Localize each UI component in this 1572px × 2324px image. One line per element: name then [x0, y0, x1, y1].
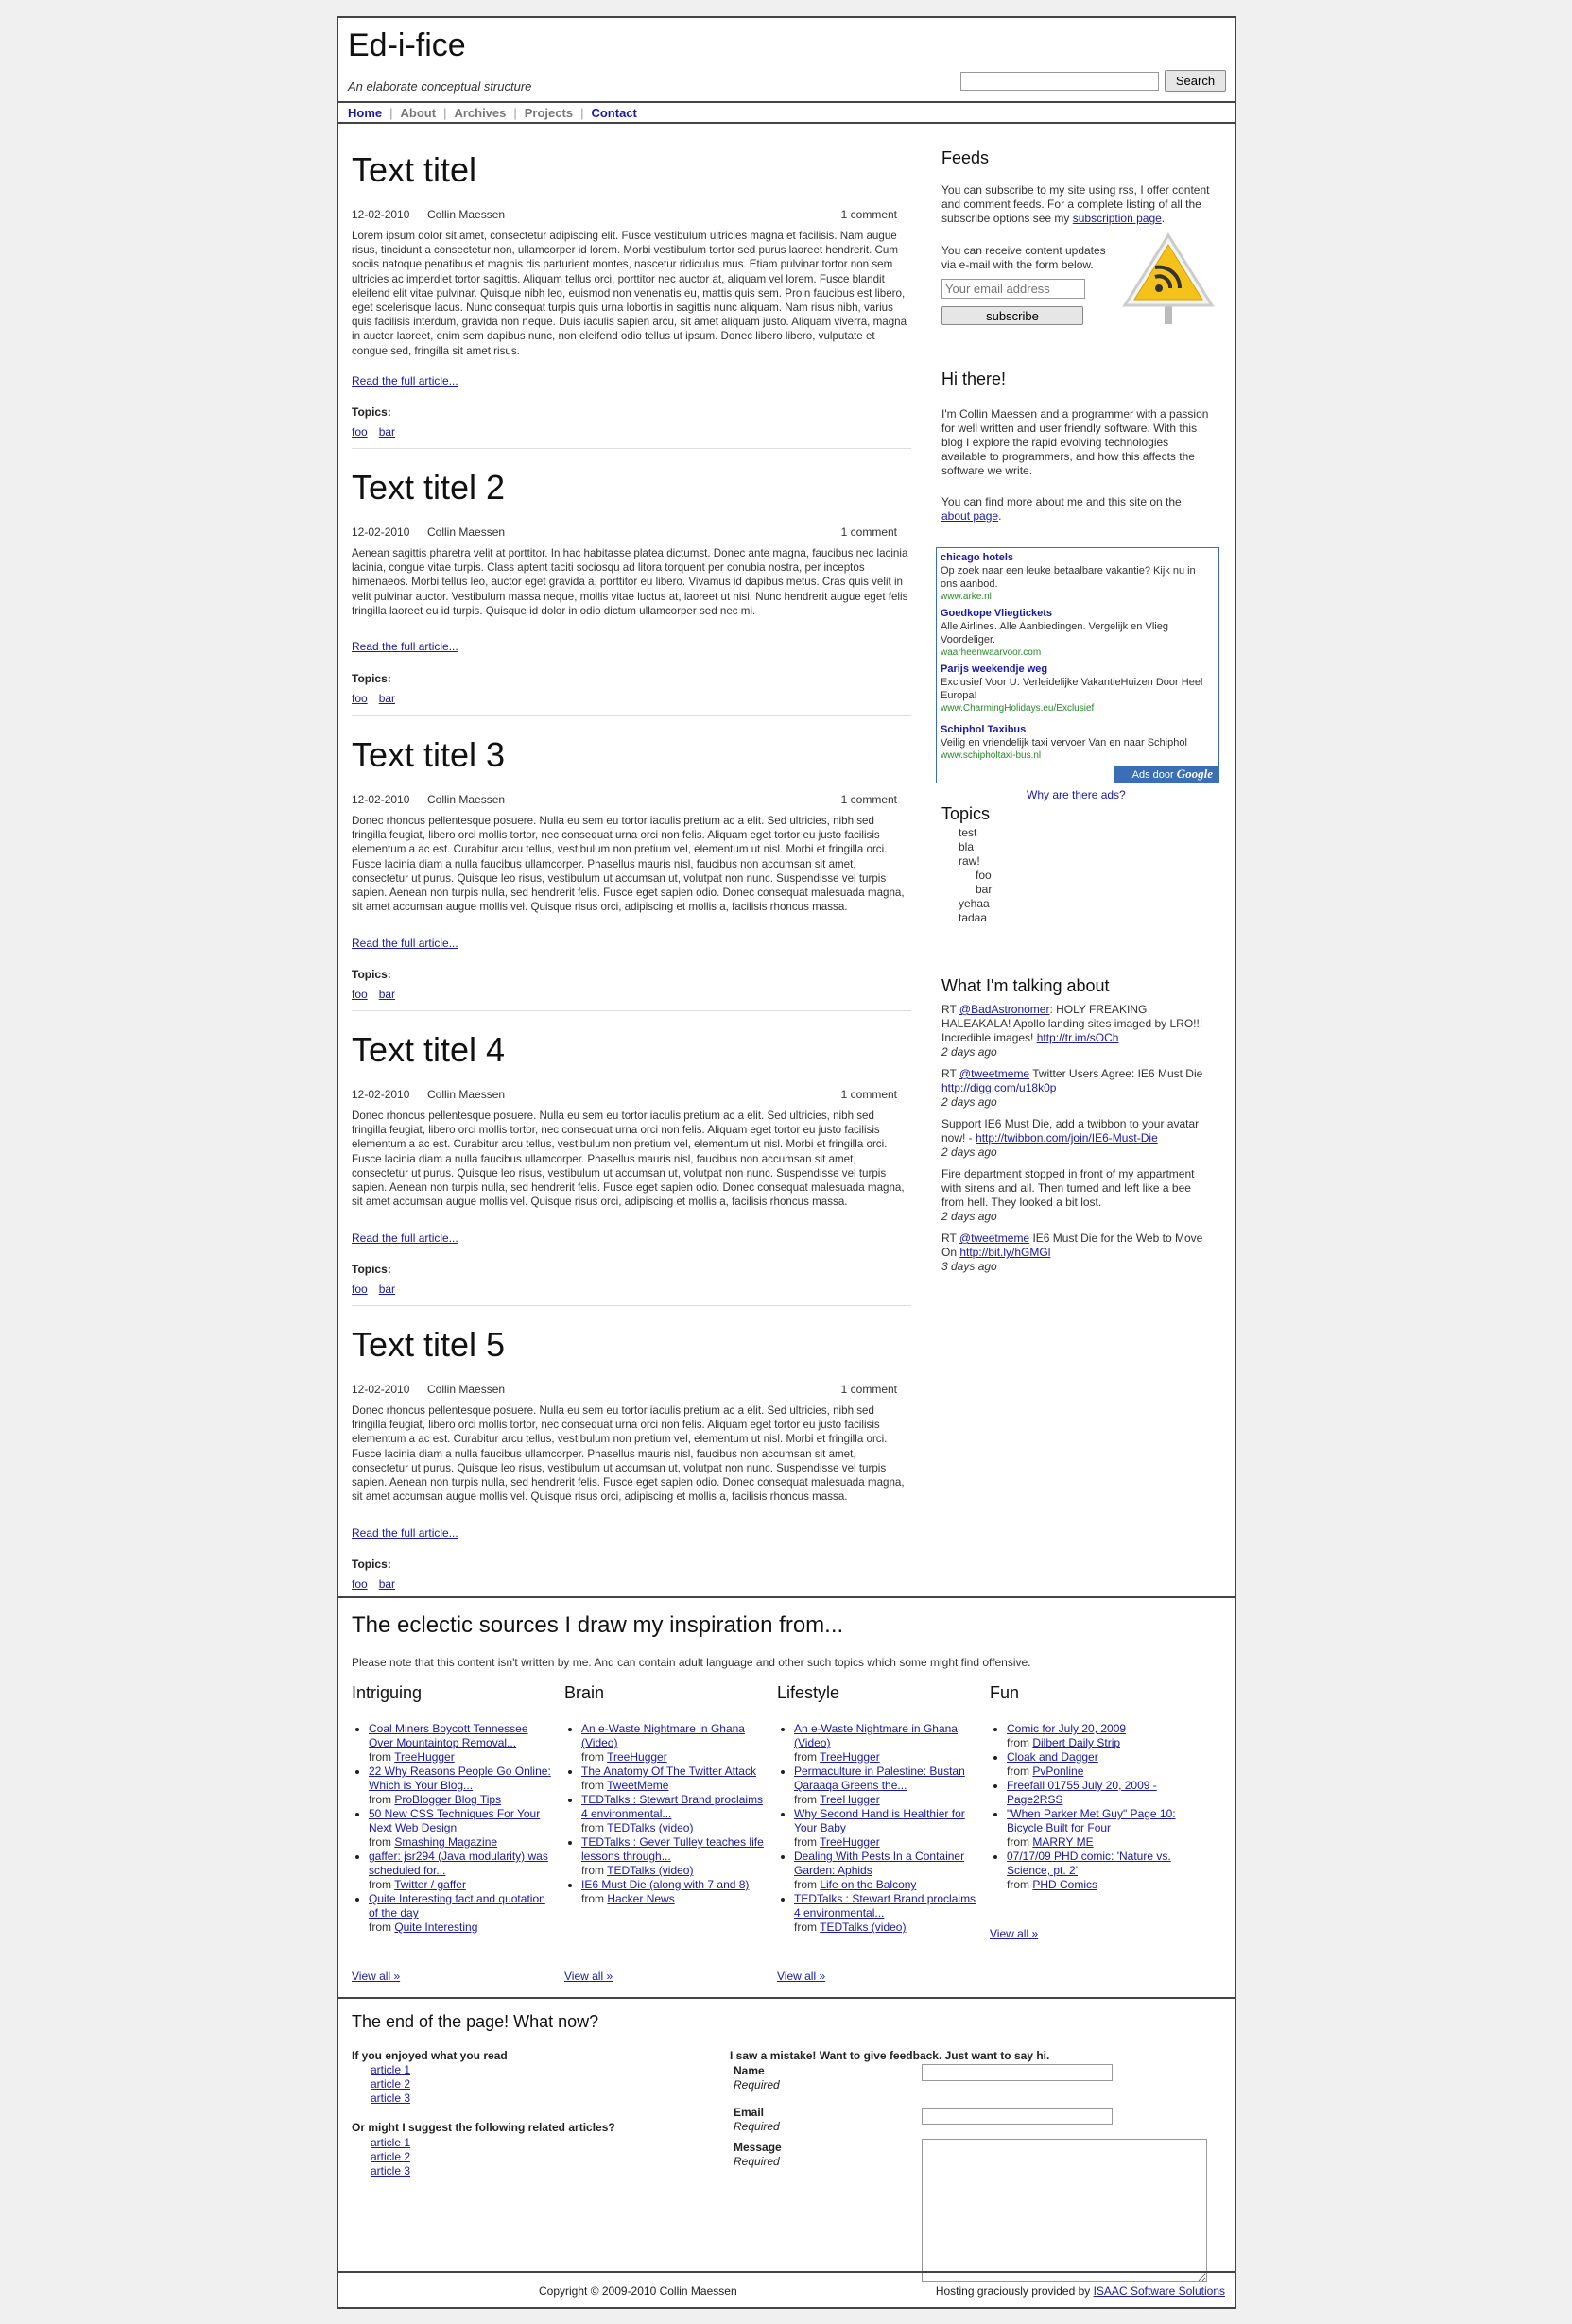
tweet-url-link[interactable]: http://bit.ly/hGMGl — [959, 1246, 1051, 1259]
tweet-url-link[interactable]: http://digg.com/u18k0p — [941, 1081, 1057, 1094]
post-body: Donec rhoncus pellentesque posuere. Nulla eu sem eu tortor iaculis pretium ac a elit. Sed ultricies, nibh sed fringilla feugiat, libero orci mollis tortor, nec consequat urna orci non felis. Aliquam eget tortor eu justo facilisis elementum a ac est. Curabitur arcu tellus, vestibulum non pretium vel, elementum ut nisl. Morbi et fringilla orci. Fusce lacinia diam a nulla faucibus ullamcorper. Phasellus mauris nisl, faucibus non accumsan sit amet, consectetur ut purus. Quisque leo risus, vestibulum ut accumsan ut, volutpat non nunc. Suspendisse vel turpis sapien. Aenean non turpis nulla, sed hendrerit felis. Fusce eget sapien odio. Donec consequat malesuada magna, sit amet accumsan augue mollis vel. Quisque risus orci, adipiscing et mollis a, facilisis rhoncus massa. — [352, 1404, 905, 1504]
tweet-time: 3 days ago — [941, 1260, 997, 1273]
feed-item — [794, 1892, 980, 1935]
header — [338, 18, 1235, 103]
feed-source-link[interactable]: TreeHugger — [820, 1793, 880, 1806]
column-title: Fun — [990, 1683, 1020, 1702]
from-label: from — [581, 1821, 608, 1834]
feed-item-link[interactable]: Permaculture in Palestine: Bustan Qaraaqa Greens the... — [794, 1765, 965, 1792]
tweet-user-link[interactable]: @tweetmeme — [959, 1231, 1030, 1245]
tweet — [941, 1117, 1216, 1160]
site-title[interactable]: Ed-i-fice — [348, 27, 466, 63]
feed-source-link[interactable]: Hacker News — [607, 1892, 675, 1905]
feeds-title: Feeds — [941, 148, 990, 167]
feed-item-link[interactable]: Why Second Hand is Healthier for Your Baby — [794, 1807, 965, 1834]
ad-url[interactable]: www.arke.nl — [941, 592, 992, 602]
post — [352, 449, 911, 716]
feed-item — [369, 1850, 555, 1892]
from-label: from — [1007, 1878, 1033, 1891]
from-label: from — [794, 1750, 821, 1764]
read-more-link[interactable]: Read the full article... — [352, 1526, 458, 1540]
post-date: 12-02-2010 — [352, 793, 410, 806]
feed-item — [581, 1765, 768, 1793]
subscription-page-link[interactable]: subscription page — [1072, 212, 1162, 225]
feed-item-link[interactable]: Coal Miners Boycott Tennessee Over Mountaintop Removal... — [369, 1722, 528, 1749]
feed-item — [1007, 1850, 1193, 1892]
search-input[interactable] — [960, 72, 1159, 91]
article-link[interactable]: article 2 — [371, 2077, 411, 2091]
inspiration-column — [777, 1683, 980, 1935]
nav-separator: | — [389, 106, 393, 120]
email-required: Required — [734, 2120, 780, 2133]
main-nav — [338, 105, 1235, 124]
post-body: Aenean sagittis pharetra velit at porttitor. In hac habitasse platea dictumst. Donec ante magna, faucibus nec lacinia lacinia, congue vitae turpis. Class aptent taciti sociosqu ad litora torquent per conubia nostra, per inceptos himenaeos. Morbi tellus leo, auctor eget gravida a, porttitor eu libero. Vivamus id dapibus metus. Cras quis velit in velit pulvinar auctor. Vestibulum massa neque, mollis vitae luctus at, laoreet ut nisi. Nunc hendrerit augue eget felis fringilla laoreet eu id turpis. Quisque id dolor in odio dictum ullamcorper sed nec mi. — [352, 547, 908, 617]
post-topics-label: Topics: — [352, 672, 391, 685]
post-title[interactable]: Text titel — [352, 150, 477, 189]
feed-item-link[interactable]: gaffer: jsr294 (Java modularity) was scheduled for... — [369, 1850, 548, 1877]
from-label: from — [794, 1835, 821, 1849]
ad-url[interactable]: www.CharmingHolidays.eu/Exclusief — [941, 703, 1095, 714]
tweet-time: 2 days ago — [941, 1045, 997, 1059]
about-text-end: . — [998, 509, 1002, 523]
post-comments[interactable]: 1 comment — [840, 793, 897, 806]
feed-source-link[interactable]: TreeHugger — [607, 1750, 667, 1764]
posts-column — [352, 131, 911, 1599]
nav-archives[interactable]: Archives — [454, 106, 507, 120]
message-field[interactable] — [922, 2139, 1207, 2282]
ads-by-google[interactable] — [1114, 766, 1218, 783]
post-comments[interactable]: 1 comment — [840, 208, 897, 221]
ad-text: Alle Airlines. Alle Aanbiedingen. Vergelijk en Vlieg Voordeliger. — [941, 621, 1168, 646]
about-text-main: You can find more about me and this site on the — [941, 495, 1182, 508]
enjoyed-label: If you enjoyed what you read — [352, 2049, 508, 2062]
from-label: from — [581, 1750, 608, 1764]
footer — [338, 2271, 1235, 2307]
from-label: from — [369, 1920, 395, 1934]
feed-source-link[interactable]: Quite Interesting — [394, 1920, 478, 1934]
feeds-text-main: You can subscribe to my site using rss, I offer content and comment feeds. For a complete listing of all the subscribe options see my — [941, 183, 1210, 225]
topic-link-bar[interactable]: bar — [378, 425, 396, 439]
from-label: from — [581, 1864, 608, 1877]
post-author: Collin Maessen — [427, 208, 506, 221]
feed-item — [581, 1793, 768, 1835]
topic-item[interactable]: raw! — [959, 854, 980, 868]
from-label: from — [369, 1750, 395, 1764]
feed-source-link[interactable]: TweetMeme — [607, 1779, 669, 1792]
feed-item — [794, 1807, 980, 1850]
tweet-text: Twitter Users Agree: IE6 Must Die — [1029, 1067, 1203, 1080]
hosting-link[interactable]: ISAAC Software Solutions — [1093, 2284, 1225, 2298]
post-topics — [352, 425, 406, 439]
view-all-link[interactable]: View all » — [564, 1970, 613, 1983]
feed-source-link[interactable]: TreeHugger — [820, 1835, 880, 1849]
feeds-text-end: . — [1161, 212, 1166, 225]
ad-url[interactable]: waarheenwaarvoor.com — [941, 647, 1042, 658]
nav-projects[interactable]: Projects — [524, 106, 574, 120]
from-label: from — [794, 1920, 821, 1934]
post-body: Donec rhoncus pellentesque posuere. Nulla eu sem eu tortor iaculis pretium ac a elit. Sed ultricies, nibh sed fringilla feugiat, libero orci mollis tortor, nec consequat urna orci non felis. Aliquam eget tortor eu justo facilisis elementum a ac est. Curabitur arcu tellus, vestibulum non pretium vel, elementum ut nisl. Morbi et fringilla orci. Fusce lacinia diam a nulla faucibus ullamcorper. Phasellus mauris nisl, faucibus non accumsan sit amet, consectetur ut purus. Quisque leo risus, vestibulum ut accumsan ut, volutpat non nunc. Suspendisse vel turpis sapien. Aenean non turpis nulla, sed hendrerit felis. Fusce eget sapien odio. Donec consequat malesuada magna, sit amet accumsan augue mollis vel. Quisque risus orci, adipiscing et mollis a, facilisis rhoncus massa. — [352, 815, 905, 914]
tweet — [941, 1231, 1216, 1274]
feed-item-link[interactable]: TEDTalks : Stewart Brand proclaims 4 environmental... — [794, 1892, 976, 1919]
ad-text: Exclusief Voor U. Verleidelijke VakantieHuizen Door Heel Europa! — [941, 677, 1203, 701]
nav-separator: | — [513, 106, 517, 120]
feed-item-link[interactable]: 50 New CSS Techniques For Your Next Web Design — [369, 1807, 541, 1834]
post-date: 12-02-2010 — [352, 1383, 410, 1396]
site-tagline: An elaborate conceptual structure — [348, 79, 532, 94]
post-author: Collin Maessen — [427, 1088, 506, 1101]
feed-item-link[interactable]: Quite Interesting fact and quotation of the day — [369, 1892, 545, 1919]
article-link[interactable]: article 1 — [371, 2063, 411, 2076]
feed-source-link[interactable]: Life on the Balcony — [820, 1878, 917, 1891]
tweets-list — [941, 1003, 1216, 1282]
feed-list — [352, 1722, 555, 1935]
post-title[interactable]: Text titel 3 — [352, 735, 506, 774]
hi-title: Hi there! — [941, 370, 1007, 388]
feed-item — [369, 1722, 555, 1765]
search-button[interactable]: Search — [1165, 70, 1226, 92]
post-topics-label: Topics: — [352, 968, 391, 981]
feed-item — [1007, 1722, 1193, 1750]
ad-item[interactable] — [941, 723, 1215, 763]
end-title: The end of the page! What now? — [352, 2012, 599, 2031]
about-text — [941, 495, 1211, 524]
ad-item[interactable] — [941, 607, 1215, 660]
nav-home[interactable]: Home — [348, 106, 383, 120]
tweet-user-link[interactable]: @tweetmeme — [959, 1067, 1030, 1080]
feed-source-link[interactable]: Smashing Magazine — [394, 1835, 498, 1849]
hosting-label: Hosting graciously provided by — [935, 2284, 1094, 2298]
feed-item — [581, 1878, 768, 1906]
page-container — [337, 16, 1236, 2309]
subscribe-button[interactable]: subscribe — [941, 306, 1083, 325]
feed-item-link[interactable]: Comic for July 20, 2009 — [1007, 1722, 1127, 1735]
inspiration-section — [338, 1596, 1235, 1997]
topic-item[interactable]: bar — [976, 883, 993, 896]
post-date: 12-02-2010 — [352, 1088, 410, 1101]
post-title[interactable]: Text titel 4 — [352, 1030, 506, 1069]
from-label: from — [1007, 1835, 1033, 1849]
from-label: from — [581, 1892, 608, 1905]
email-field[interactable] — [922, 2108, 1113, 2125]
topic-item[interactable]: yehaa — [959, 897, 990, 910]
post-comments[interactable]: 1 comment — [840, 1383, 897, 1396]
tweet-text: Fire department stopped in front of my appartment with sirens and all. Then turned and left like a bee from hell. They looked a bit lost. — [941, 1167, 1195, 1209]
topic-link-bar[interactable]: bar — [378, 1577, 396, 1591]
post-comments[interactable]: 1 comment — [840, 1088, 897, 1101]
article-link[interactable]: article 3 — [371, 2092, 411, 2105]
read-more-link[interactable]: Read the full article... — [352, 374, 458, 387]
post — [352, 1011, 911, 1306]
ad-url[interactable]: www.schipholtaxi-bus.nl — [941, 750, 1042, 761]
tweet-text: : HOLY FREAKING HALEAKALA! Apollo landing sites imaged by LRO!!! Incredible images! — [941, 1003, 1203, 1044]
topic-link-bar[interactable]: bar — [378, 988, 396, 1001]
feed-item — [1007, 1779, 1193, 1807]
column-title: Lifestyle — [777, 1683, 840, 1702]
feed-source-link[interactable]: TEDTalks (video) — [607, 1864, 694, 1877]
column-title: Brain — [564, 1683, 605, 1702]
ad-text: Veilig en vriendelijk taxi vervoer Van en naar Schiphol — [941, 737, 1187, 749]
topic-link-foo[interactable]: foo — [352, 1577, 368, 1591]
tweet-text: RT — [941, 1067, 959, 1080]
from-label: from — [794, 1878, 821, 1891]
feed-item-link[interactable]: 07/17/09 PHD comic: 'Nature vs. Science, pt. 2' — [1007, 1850, 1171, 1877]
post-body: Lorem ipsum dolor sit amet, consectetur adipiscing elit. Fusce vestibulum ultricies magna et facilisis. Nam augue risus, tincidunt a consectetur non, ullamcorper id lorem. Morbi vestibulum tortor sed purus laoreet hendrerit. Cum sociis natoque penatibus et magnis dis parturient montes, nascetur ridiculus mus. Etiam pulvinar tortor non sem ultricies ac imperdiet tortor sagittis. Aliquam tellus orci, porttitor nec auctor at, aliquam vel lorem. Fusce blandit eleifend elit vitae pulvinar. Quisque nibh leo, euismod non venenatis eu, mattis quis sem. Proin faucibus est libero, eget scelerisque lacus. Nunc consequat turpis quis urna lobortis in sagittis nunc aliquam. Nam risus nibh, varius quis facilisis interdum, gravida non neque. Duis iaculis sapien arcu, sit amet aliquam justo. Aliquam viverra, magna in auctor laoreet, enim sem dapibus nunc, non eleifend odio tellus ut ipsum. Donec libero libero, vulputate et congue sed, fringilla sit amet risus. — [352, 230, 907, 357]
feed-source-link[interactable]: TEDTalks (video) — [820, 1920, 907, 1934]
feed-list — [990, 1722, 1193, 1892]
post-title[interactable]: Text titel 2 — [352, 468, 506, 507]
view-all-link[interactable]: View all » — [990, 1927, 1039, 1940]
feed-source-link[interactable]: TreeHugger — [820, 1750, 880, 1764]
topic-link-bar[interactable]: bar — [378, 692, 396, 705]
feed-item-link[interactable]: Cloak and Dagger — [1007, 1750, 1098, 1764]
ad-title[interactable]: chicago hotels — [941, 552, 1014, 563]
feed-item — [794, 1765, 980, 1807]
email-updates-text: You can receive content updates via e-mail with the form below. — [941, 244, 1106, 271]
feed-source-link[interactable]: PvPonline — [1032, 1765, 1084, 1778]
post-date: 12-02-2010 — [352, 208, 410, 221]
talking-title: What I'm talking about — [941, 976, 1110, 995]
copyright-text: Copyright © 2009-2010 Collin Maessen — [539, 2284, 737, 2298]
topic-item[interactable]: test — [959, 826, 977, 839]
feed-item — [581, 1835, 768, 1878]
topic-link-foo[interactable]: foo — [352, 1283, 368, 1296]
post-body: Donec rhoncus pellentesque posuere. Nulla eu sem eu tortor iaculis pretium ac a elit. Sed ultricies, nibh sed fringilla feugiat, libero orci mollis tortor, nec consequat urna orci non felis. Aliquam eget tortor eu justo facilisis elementum a ac est. Curabitur arcu tellus, vestibulum non pretium vel, elementum ut nisl. Morbi et fringilla orci. Fusce lacinia diam a nulla faucibus ullamcorper. Phasellus mauris nisl, faucibus non accumsan sit amet, consectetur ut purus. Quisque leo risus, vestibulum ut accumsan ut, volutpat non nunc. Suspendisse vel turpis sapien. Aenean non turpis nulla, sed hendrerit felis. Fusce eget sapien odio. Donec consequat malesuada magna, sit amet accumsan augue mollis vel. Quisque risus orci, adipiscing et mollis a, facilisis rhoncus massa. — [352, 1110, 905, 1209]
ad-title[interactable]: Schiphol Taxibus — [941, 724, 1027, 735]
post-topics-label: Topics: — [352, 1558, 391, 1571]
feed-item — [1007, 1807, 1193, 1850]
tweet-url-link[interactable]: http://twibbon.com/join/IE6-Must-Die — [976, 1131, 1158, 1145]
post — [352, 716, 911, 1011]
feedback-label: I saw a mistake! Want to give feedback. Just want to say hi. — [730, 2049, 1050, 2062]
feed-item-link[interactable]: TEDTalks : Gever Tulley teaches life lessons through... — [581, 1835, 764, 1863]
feed-source-link[interactable]: MARRY ME — [1032, 1835, 1094, 1849]
post — [352, 131, 911, 449]
post-author: Collin Maessen — [427, 793, 506, 806]
name-label: Name — [734, 2064, 765, 2077]
feeds-text — [941, 183, 1216, 226]
feed-item — [369, 1807, 555, 1850]
inspiration-column — [990, 1683, 1193, 1892]
related-label: Or might I suggest the following related articles? — [352, 2121, 615, 2134]
email-subscribe-input[interactable] — [941, 279, 1085, 299]
inspiration-note: Please note that this content isn't written by me. And can contain adult language and other such topics which some might find offensive. — [352, 1656, 1031, 1669]
ads-box — [936, 547, 1219, 783]
feed-item-link[interactable]: Freefall 01755 July 20, 2009 - Page2RSS — [1007, 1779, 1157, 1806]
topic-link-foo[interactable]: foo — [352, 692, 368, 705]
post-topics-label: Topics: — [352, 1263, 391, 1276]
ad-title[interactable]: Parijs weekendje weg — [941, 663, 1048, 675]
ad-text: Op zoek naar een leuke betaalbare vakantie? Kijk nu in ons aanbod. — [941, 565, 1196, 590]
feed-item — [794, 1850, 980, 1892]
read-more-link[interactable]: Read the full article... — [352, 640, 458, 653]
feed-item-link[interactable]: An e-Waste Nightmare in Ghana (Video) — [794, 1722, 958, 1749]
topic-item[interactable]: foo — [976, 869, 992, 882]
from-label: from — [1007, 1765, 1033, 1778]
tweet-text: IE6 Must Die for the Web to Move On — [941, 1231, 1203, 1259]
end-section — [338, 1997, 1235, 2294]
feed-item-link[interactable]: "When Parker Met Guy" Page 10: Bicycle Built for Four — [1007, 1807, 1176, 1834]
article-link[interactable]: article 1 — [371, 2136, 411, 2149]
ad-item[interactable] — [941, 551, 1215, 604]
post-title[interactable]: Text titel 5 — [352, 1325, 506, 1364]
nav-separator: | — [443, 106, 447, 120]
tweet — [941, 1003, 1216, 1059]
name-field[interactable] — [922, 2064, 1113, 2081]
feed-item — [369, 1892, 555, 1935]
google-logo: Google — [1176, 766, 1213, 781]
feed-item — [794, 1722, 980, 1765]
feed-source-link[interactable]: PHD Comics — [1032, 1878, 1098, 1891]
why-ads-link[interactable]: Why are there ads? — [1027, 788, 1126, 801]
ads-footer-prefix: Ads door — [1131, 769, 1174, 781]
feed-item-link[interactable]: 22 Why Reasons People Go Online: Which is Your Blog... — [369, 1765, 551, 1792]
read-more-link[interactable]: Read the full article... — [352, 1231, 458, 1245]
tweet-text: RT — [941, 1231, 959, 1245]
post-topics — [352, 988, 406, 1001]
topic-link-foo[interactable]: foo — [352, 988, 368, 1001]
feed-source-link[interactable]: Twitter / gaffer — [394, 1878, 466, 1891]
feed-list — [777, 1722, 980, 1935]
nav-contact[interactable]: Contact — [591, 106, 637, 120]
feed-item-link[interactable]: Dealing With Pests In a Container Garden: Aphids — [794, 1850, 965, 1877]
feed-list — [564, 1722, 768, 1906]
feed-item — [1007, 1750, 1193, 1779]
read-more-link[interactable]: Read the full article... — [352, 937, 458, 950]
from-label: from — [369, 1878, 395, 1891]
article-link[interactable]: article 3 — [371, 2164, 411, 2178]
tweet-time: 2 days ago — [941, 1210, 997, 1223]
post-author: Collin Maessen — [427, 525, 506, 539]
from-label: from — [1007, 1736, 1033, 1749]
ad-title[interactable]: Goedkope Vliegtickets — [941, 608, 1052, 619]
topics-title: Topics — [941, 804, 991, 823]
name-required: Required — [734, 2078, 780, 2092]
post-topics — [352, 1577, 406, 1591]
feed-item — [369, 1765, 555, 1807]
post — [352, 1306, 911, 1599]
message-label: Message — [734, 2141, 782, 2154]
view-all-link[interactable]: View all » — [352, 1970, 401, 1983]
feed-source-link[interactable]: TreeHugger — [394, 1750, 455, 1764]
tweet-text: Support IE6 Must Die, add a twibbon to your avatar now! - — [941, 1117, 1200, 1145]
topic-link-foo[interactable]: foo — [352, 425, 368, 439]
related-list — [371, 2136, 410, 2178]
article-link[interactable]: article 2 — [371, 2150, 411, 2163]
inspiration-title: The eclectic sources I draw my inspiration from... — [352, 1612, 844, 1638]
feed-item-link[interactable]: An e-Waste Nightmare in Ghana (Video) — [581, 1722, 745, 1749]
tweet-time: 2 days ago — [941, 1145, 997, 1159]
about-page-link[interactable]: about page — [941, 509, 999, 523]
tweet — [941, 1067, 1216, 1110]
nav-separator: | — [580, 106, 584, 120]
from-label: from — [369, 1835, 395, 1849]
tweet — [941, 1167, 1216, 1224]
hi-text: I'm Collin Maessen and a programmer with a passion for well written and user friendly software. With this blog I explore the rapid evolving technologies available to programmers, and how this affects the software we write. — [941, 407, 1209, 477]
topic-item[interactable]: tadaa — [959, 911, 988, 924]
post-topics — [352, 692, 406, 705]
post-author: Collin Maessen — [427, 1383, 506, 1396]
message-required: Required — [734, 2155, 780, 2168]
post-topics — [352, 1283, 406, 1296]
inspiration-column — [352, 1683, 555, 1935]
column-title: Intriguing — [352, 1683, 423, 1702]
enjoyed-list — [371, 2063, 410, 2106]
tweet-user-link[interactable]: @BadAstronomer — [959, 1003, 1050, 1016]
view-all-link[interactable]: View all » — [777, 1970, 826, 1983]
post-comments[interactable]: 1 comment — [840, 525, 897, 539]
ad-item[interactable] — [941, 663, 1215, 715]
rss-sign-icon — [1121, 232, 1216, 326]
feed-item-link[interactable]: IE6 Must Die (along with 7 and 8) — [581, 1878, 750, 1891]
tweet-url-link[interactable]: http://tr.im/sOCh — [1036, 1031, 1119, 1044]
feed-source-link[interactable]: ProBlogger Blog Tips — [394, 1793, 502, 1806]
hosting-text — [936, 2284, 1225, 2298]
feed-source-link[interactable]: Dilbert Daily Strip — [1032, 1736, 1121, 1749]
feed-item-link[interactable]: TEDTalks : Stewart Brand proclaims 4 environmental... — [581, 1793, 764, 1820]
from-label: from — [369, 1793, 395, 1806]
post-topics-label: Topics: — [352, 405, 391, 419]
post-date: 12-02-2010 — [352, 525, 410, 539]
from-label: from — [794, 1793, 821, 1806]
feed-item — [581, 1722, 768, 1765]
feed-item-link[interactable]: The Anatomy Of The Twitter Attack — [581, 1765, 756, 1778]
feed-source-link[interactable]: TEDTalks (video) — [607, 1821, 694, 1834]
from-label: from — [581, 1779, 608, 1792]
email-label: Email — [734, 2106, 765, 2119]
tweet-time: 2 days ago — [941, 1095, 997, 1109]
inspiration-column — [564, 1683, 768, 1906]
topic-item[interactable]: bla — [959, 840, 975, 853]
topics-list — [959, 826, 992, 925]
tweet-text: RT — [941, 1003, 959, 1016]
nav-about[interactable]: About — [400, 106, 437, 120]
topic-link-bar[interactable]: bar — [378, 1283, 396, 1296]
